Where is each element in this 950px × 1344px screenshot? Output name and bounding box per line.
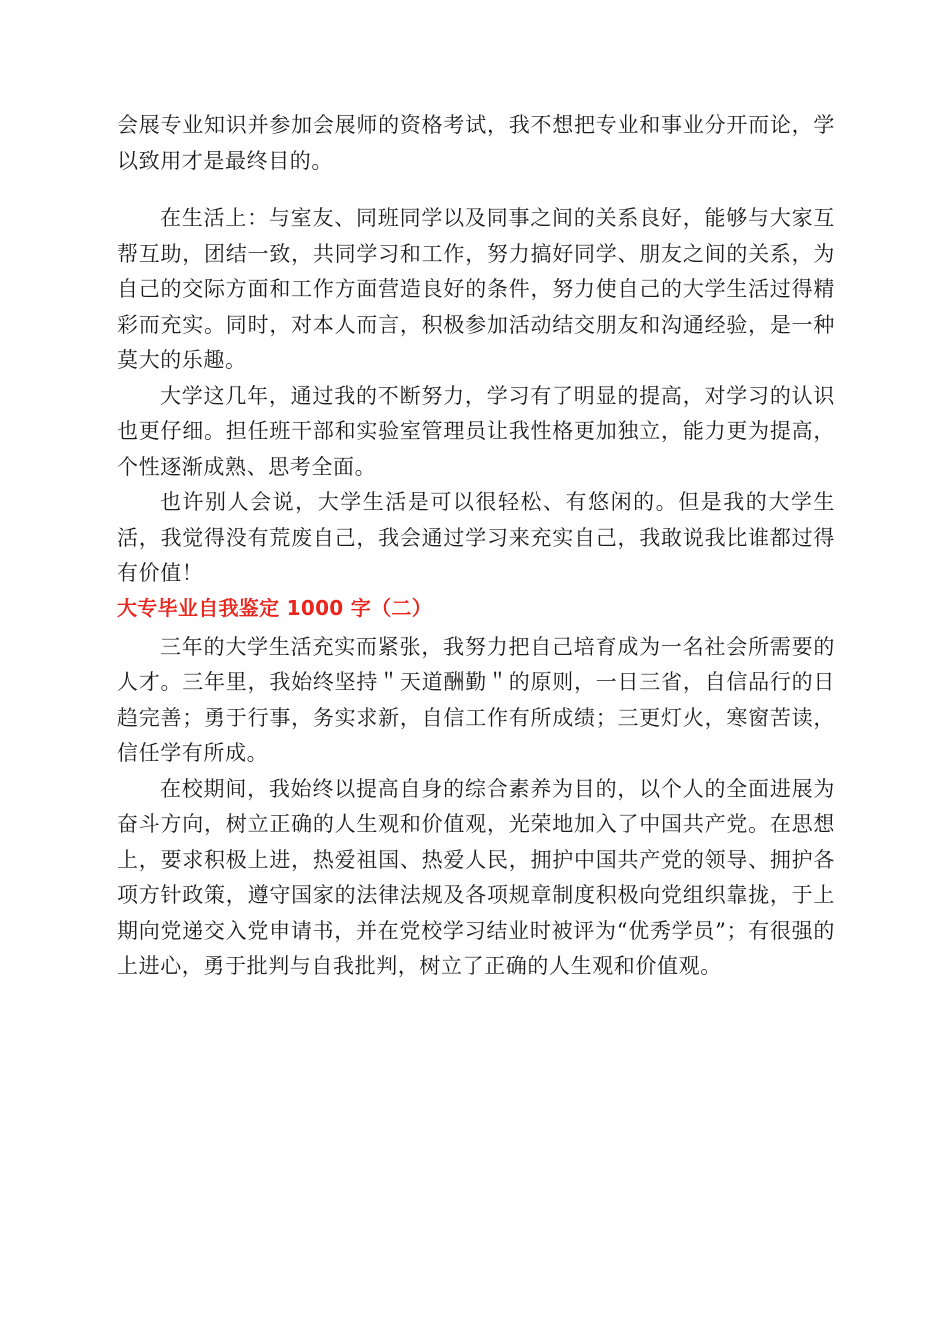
paragraph-life: 在生活上：与室友、同班同学以及同事之间的关系良好，能够与大家互帮互助，团结一致，共同学习和工作，努力搞好同学、朋友之间的关系，为自己的交际方面和工作方面营造良好的条件，努力使自己的大学生活过得精彩而充实。同时，对本人而言，积极参加活动结交朋友和沟通经验，是一种莫大的乐趣。 [117,206,835,372]
paragraph-value: 也许别人会说，大学生活是可以很轻松、有悠闲的。但是我的大学生活，我觉得没有荒废自己，我会通过学习来充实自己，我敢说我比谁都过得有价值！ [117,490,835,585]
paragraph-school-period: 在校期间，我始终以提高自身的综合素养为目的，以个人的全面进展为奋斗方向，树立正确的人生观和价值观，光荣地加入了中国共产党。在思想上，要求积极上进，热爱祖国、热爱人民，拥护中国共产党的领导、拥护各项方针政策，遵守国家的法律法规及各项规章制度积极向党组织靠拢，于上期向党递交入党申请书，并在党校学习结业时被评为“优秀学员”；有很强的上进心，勇于批判与自我批判，树立了正确的人生观和价值观。 [117,776,835,978]
document-body [117,108,835,985]
paragraph-three-years: 三年的大学生活充实而紧张，我努力把自己培育成为一名社会所需要的人才。三年里，我始终坚持＂天道酬勤＂的原则，一日三省，自信品行的日趋完善；勇于行事，务实求新，自信工作有所成绩；三更灯火，寒窗苦读，信任学有所成。 [117,634,835,765]
section-heading: 大专毕业自我鉴定 1000 字（二） [117,595,432,620]
paragraph-continuation: 会展专业知识并参加会展师的资格考试，我不想把专业和事业分开而论，学以致用才是最终目的。 [117,113,835,173]
paragraph-study-progress: 大学这几年，通过我的不断努力，学习有了明显的提高，对学习的认识也更仔细。担任班干部和实验室管理员让我性格更加独立，能力更为提高，个性逐渐成熟、思考全面。 [117,383,835,479]
